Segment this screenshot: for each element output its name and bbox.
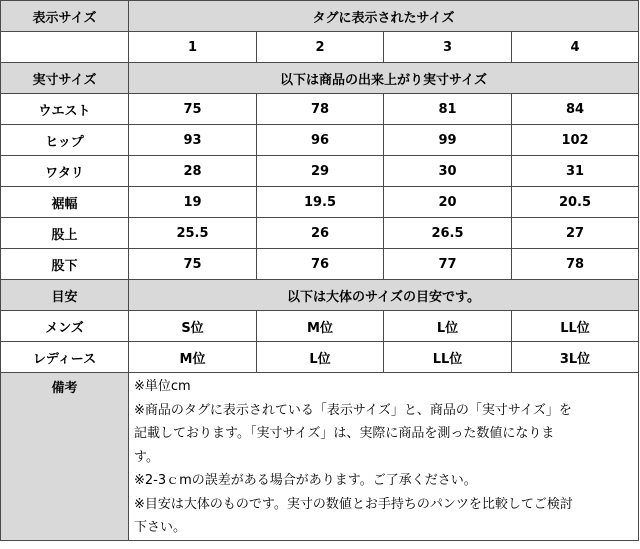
measure-value: 75 (129, 94, 257, 125)
measure-value: 28 (129, 156, 257, 187)
guide-value: S位 (129, 311, 257, 342)
guide-value: LL位 (512, 311, 639, 342)
notes-label: 備考 (1, 373, 129, 541)
measure-value: 30 (384, 156, 512, 187)
guide-value: M位 (129, 342, 257, 373)
guide-row-label: レディース (1, 342, 129, 373)
measure-row-waist (1, 94, 639, 125)
guide-value: 3L位 (512, 342, 639, 373)
size-number: 3 (384, 32, 512, 63)
guide-value: M位 (257, 311, 384, 342)
measure-value: 78 (512, 249, 639, 280)
actual-size-label: 実寸サイズ (1, 63, 129, 94)
note-line: ※商品のタグに表示されている「表示サイズ」と、商品の「実寸サイズ」を (134, 402, 572, 418)
measure-value: 76 (257, 249, 384, 280)
measure-label: ヒップ (1, 125, 129, 156)
size-number: 4 (512, 32, 639, 63)
measure-value: 26.5 (384, 218, 512, 249)
measure-value: 75 (129, 249, 257, 280)
notes-row (1, 373, 639, 541)
measure-value: 27 (512, 218, 639, 249)
note-line: ※目安は大体のものです。実寸の数値とお手持ちのパンツを比較してご検討 (134, 496, 573, 512)
guide-caption: 以下は大体のサイズの目安です。 (129, 280, 639, 311)
measure-label: ワタリ (1, 156, 129, 187)
measure-value: 84 (512, 94, 639, 125)
notes-content (129, 373, 639, 541)
tag-size-label: タグに表示されたサイズ (129, 1, 639, 32)
measure-row-hem (1, 187, 639, 218)
guide-row-ladies (1, 342, 639, 373)
measure-row-inseam (1, 249, 639, 280)
measure-value: 19 (129, 187, 257, 218)
measure-value: 102 (512, 125, 639, 156)
note-line: ※2-3ｃmの誤差がある場合があります。ご了承ください。 (134, 473, 477, 488)
note-line: 記載しております。「実寸サイズ」は、実際に商品を測った数値になりま (134, 426, 555, 441)
measure-value: 20 (384, 187, 512, 218)
measure-value: 25.5 (129, 218, 257, 249)
measure-label: 股下 (1, 249, 129, 280)
measure-value: 20.5 (512, 187, 639, 218)
size-number: 2 (257, 32, 384, 63)
note-line: ※単位cm (134, 379, 191, 394)
actual-size-caption: 以下は商品の出来上がり実寸サイズ (129, 63, 639, 94)
display-size-label: 表示サイズ (1, 1, 129, 32)
guide-row-mens (1, 311, 639, 342)
guide-value: LL位 (384, 342, 512, 373)
guide-label: 目安 (1, 280, 129, 311)
measure-value: 19.5 (257, 187, 384, 218)
measure-value: 99 (384, 125, 512, 156)
measure-value: 26 (257, 218, 384, 249)
note-line: 下さい。 (134, 520, 187, 535)
measure-value: 77 (384, 249, 512, 280)
note-line: す。 (134, 449, 159, 465)
measure-label: 股上 (1, 218, 129, 249)
measure-label: 裾幅 (1, 187, 129, 218)
guide-value: L位 (384, 311, 512, 342)
measure-value: 29 (257, 156, 384, 187)
measure-value: 78 (257, 94, 384, 125)
guide-value: L位 (257, 342, 384, 373)
header-row (1, 1, 639, 32)
measure-value: 81 (384, 94, 512, 125)
guide-header-row (1, 280, 639, 311)
measure-label: ウエスト (1, 94, 129, 125)
size-number-row (1, 32, 639, 63)
measure-row-hip (1, 125, 639, 156)
measure-value: 93 (129, 125, 257, 156)
measure-row-rise (1, 218, 639, 249)
size-number: 1 (129, 32, 257, 63)
measure-value: 31 (512, 156, 639, 187)
empty-cell (1, 32, 129, 63)
actual-size-header-row (1, 63, 639, 94)
measure-row-thigh (1, 156, 639, 187)
measure-value: 96 (257, 125, 384, 156)
guide-row-label: メンズ (1, 311, 129, 342)
